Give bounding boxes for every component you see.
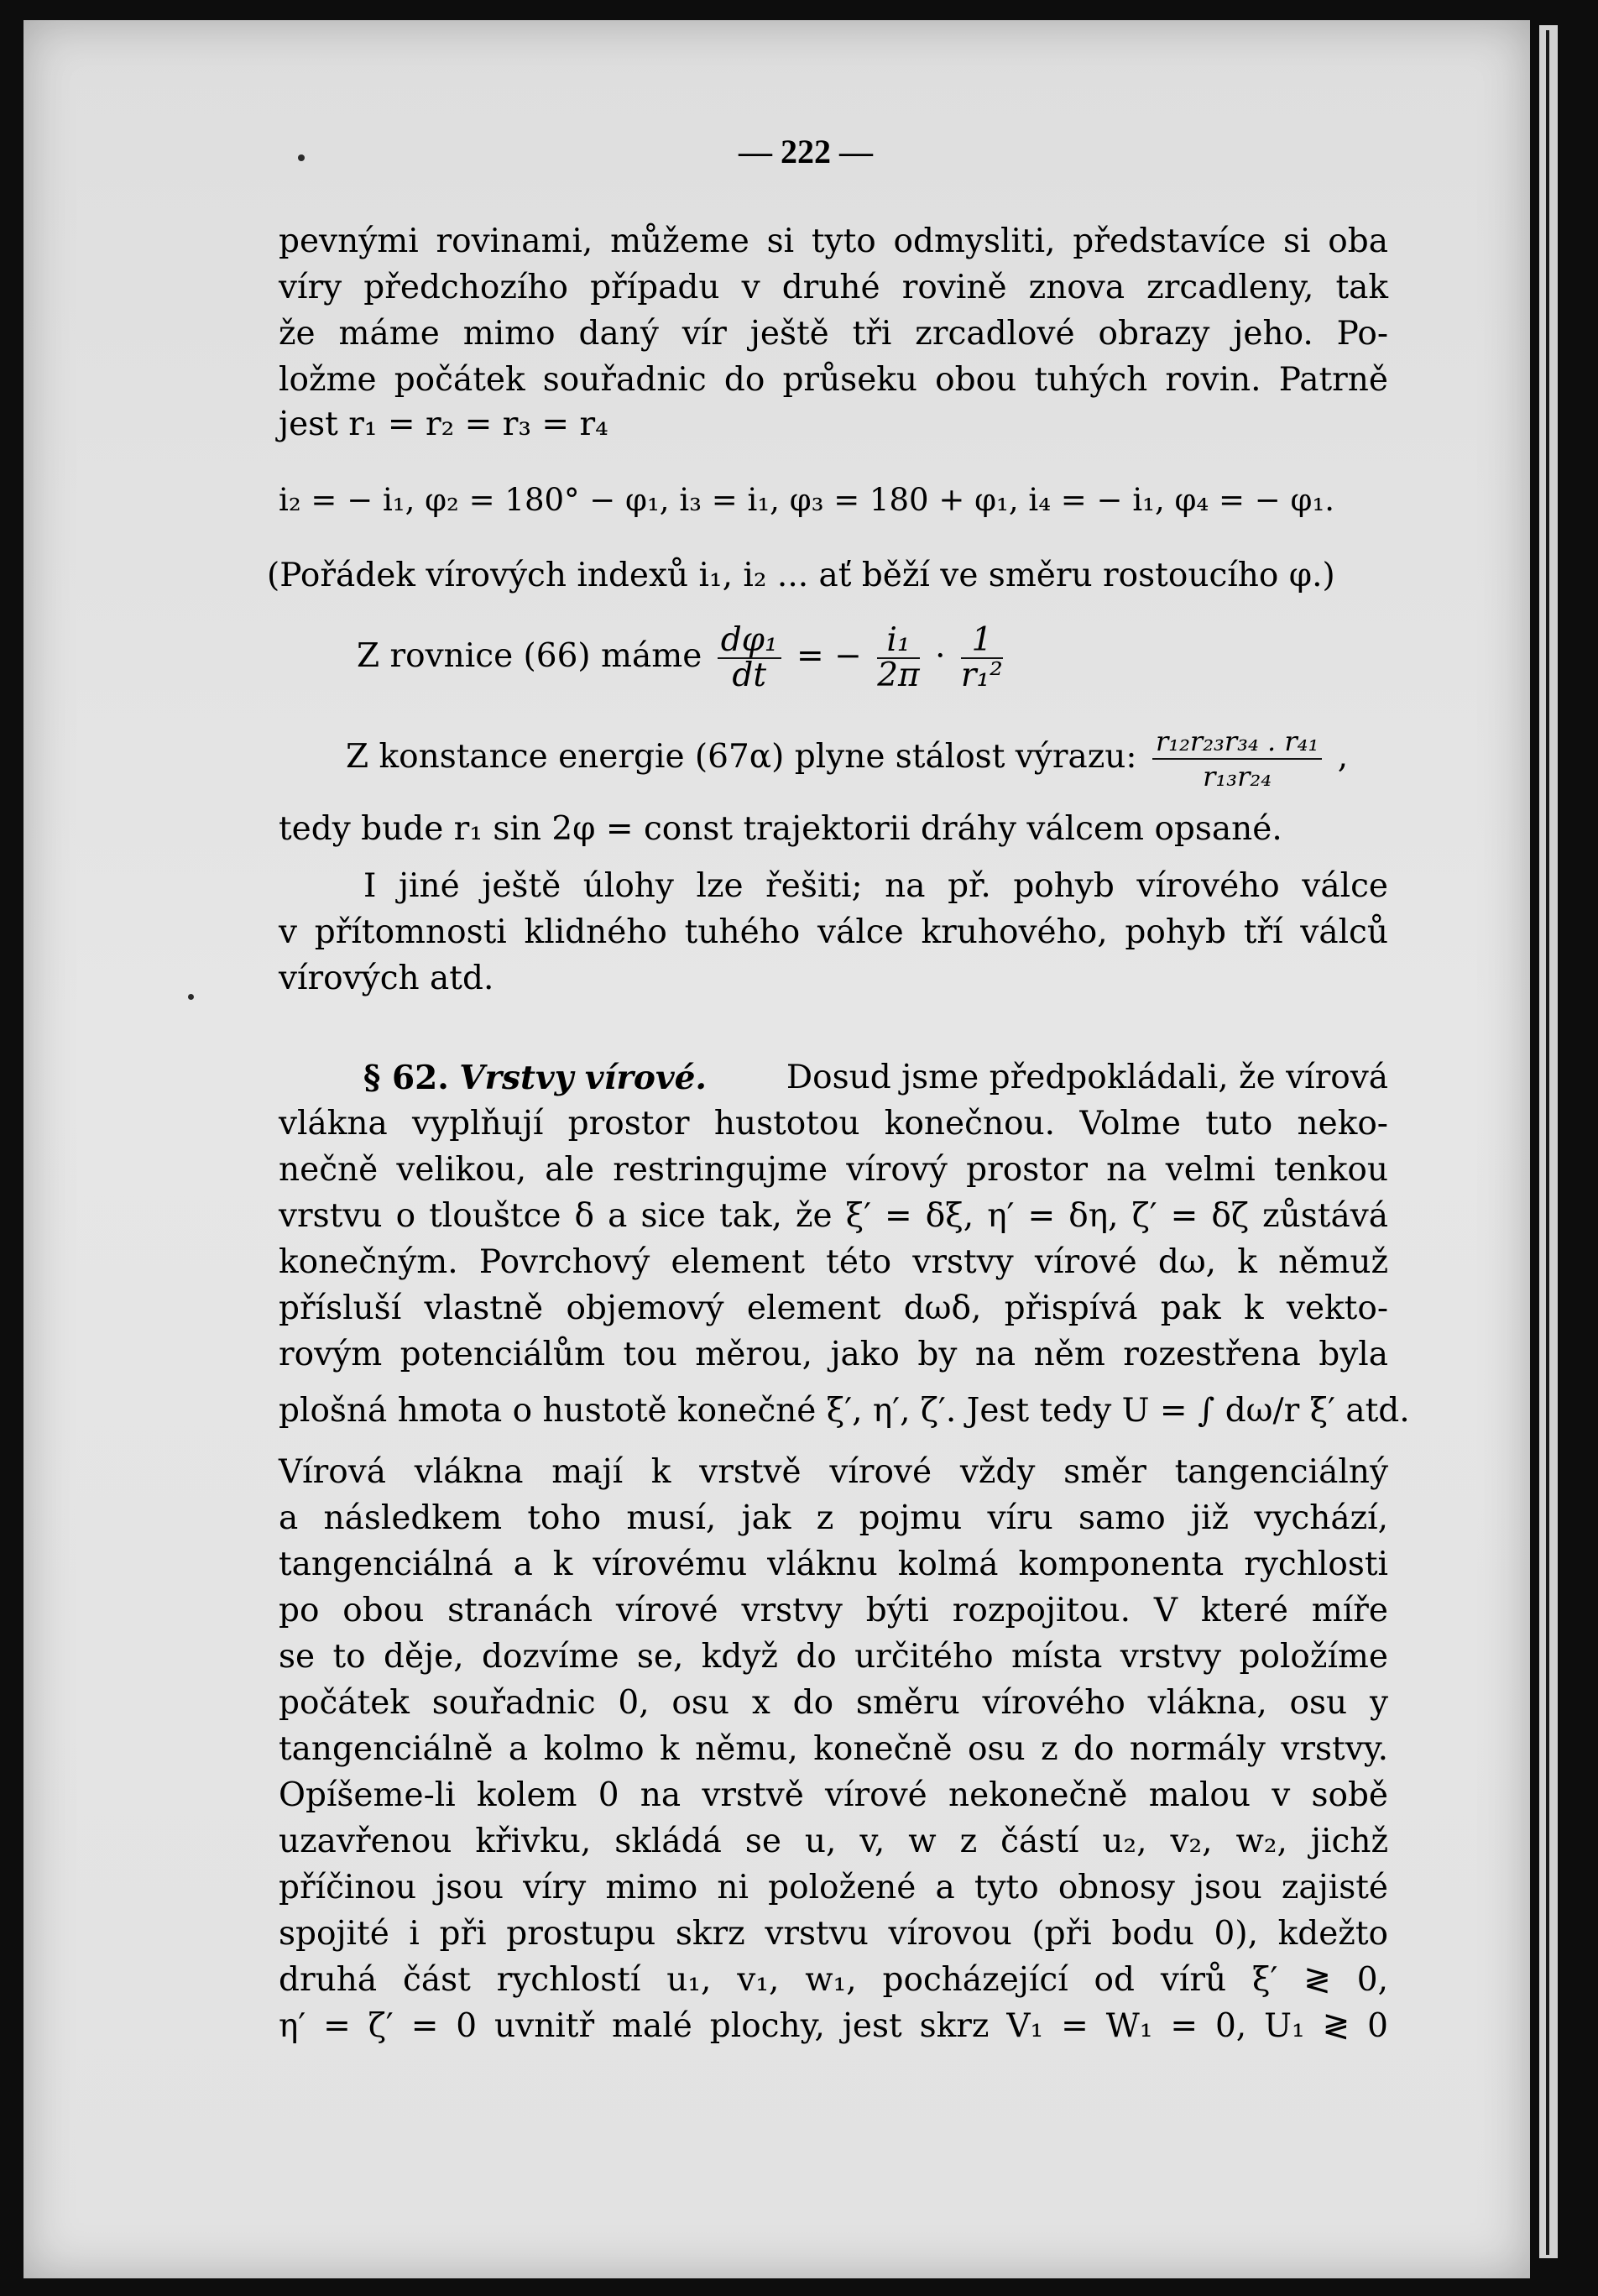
order-note: (Pořádek vírových indexů i₁, i₂ ... ať běží ve směru rostoucího φ.) (267, 557, 1335, 594)
paragraph3-line: počátek souřadnic 0, osu x do směru vírového vlákna, osu y (279, 1684, 1388, 1722)
paragraph2-line: v přítomnosti klidného tuhého válce kruhového, pohyb tří válců (279, 913, 1388, 951)
eq67-suffix: , (1337, 738, 1349, 776)
paragraph2-line: I jiné ještě úlohy lze řešiti; na př. pohyb vírového válce (363, 867, 1388, 905)
paragraph3-line: spojité i při prostupu skrz vrstvu vírovou (při bodu 0), kdežto (279, 1915, 1388, 1953)
paragraph3-line: a následkem toho musí, jak z pojmu víru samo již vychází, (279, 1499, 1388, 1537)
paragraph3-line: Vírová vlákna mají k vrstvě vírové vždy směr tangenciálný (279, 1453, 1388, 1491)
one-over-r-squared-fraction (960, 621, 1003, 694)
paragraph3-line: η′ = ζ′ = 0 uvnitř malé plochy, jest skrz V₁ = W₁ = 0, U₁ ≷ 0 (279, 2007, 1388, 2045)
eq66-lhs-num: dφ₁ (718, 624, 781, 659)
eq66-prefix: Z rovnice (66) máme (357, 637, 702, 675)
page-edge-line (1546, 30, 1549, 2255)
equation-66 (357, 623, 1008, 693)
equation-67 (346, 724, 1348, 793)
section-line: přísluší vlastně objemový element dωδ, přispívá pak k vekto- (279, 1289, 1388, 1327)
section-line: nečně velikou, ale restringujme vírový prostor na velmi tenkou (279, 1151, 1388, 1189)
paragraph3-line: Opíšeme-li kolem 0 na vrstvě vírové nekonečně malou v sobě (279, 1776, 1388, 1814)
paragraph1-line: ložme počátek souřadnic do průseku obou tuhých rovin. Patrně (279, 361, 1388, 399)
page-number: — 222 — (739, 133, 873, 170)
paragraph3-line: tangenciálně a kolmo k němu, konečně osu z do normály vrstvy. (279, 1730, 1388, 1768)
eq66-f2-num: 1 (961, 624, 1003, 659)
section-line: konečným. Povrchový element této vrstvy vírové dω, k němuž (279, 1243, 1388, 1281)
section-62-heading (363, 1056, 1388, 1101)
section-title: Vrstvy vírové. (459, 1059, 708, 1097)
paragraph1-line: pevnými rovinami, můžeme si tyto odmysliti, představíce si oba (279, 222, 1388, 260)
section-line: rovým potenciálům tou měrou, jako by na něm rozestřena byla (279, 1336, 1388, 1373)
paragraph2-line: vírových atd. (279, 960, 494, 997)
paragraph1-line: víry předchozího případu v druhé rovině znova zrcadleny, tak (279, 269, 1388, 306)
relations-line: i₂ = − i₁, φ₂ = 180° − φ₁, i₃ = i₁, φ₃ = 180 + φ₁, i₄ = − i₁, φ₄ = − φ₁. (279, 482, 1335, 518)
eq67-num: r₁₂r₂₃r₃₄ . r₄₁ (1152, 724, 1322, 760)
speck (188, 994, 194, 1000)
dot-operator: · (935, 637, 946, 675)
section-line: Dosud jsme předpokládali, že vírová (786, 1059, 1388, 1096)
paragraph3-line: uzavřenou křivku, skládá se u, v, w z částí u₂, v₂, w₂, jichž (279, 1823, 1388, 1860)
eq67-den: r₁₃r₂₄ (1203, 761, 1272, 792)
i-over-2pi-fraction (877, 621, 920, 694)
section-line: plošná hmota o hustotě konečné ξ′, η′, ζ′. Jest tedy U = ∫ dω/r ξ′ atd. (279, 1392, 1410, 1430)
paragraph3-line: tangenciálná a k vírovému vláknu kolmá komponenta rychlosti (279, 1545, 1388, 1583)
section-line: vlákna vyplňují prostor hustotou konečnou. Volme tuto neko- (279, 1105, 1388, 1143)
speck (298, 154, 305, 161)
eq67-prefix: Z konstance energie (67α) plyne stálost výrazu: (346, 738, 1137, 776)
eq66-rhs-sign: = − (796, 637, 862, 675)
dphi-dt-fraction (718, 621, 781, 694)
energy-ratio-fraction (1152, 724, 1322, 793)
section-line: vrstvu o tlouštce δ a sice tak, že ξ′ = δξ, η′ = δη, ζ′ = δζ zůstává (279, 1197, 1388, 1235)
tedy-line: tedy bude r₁ sin 2φ = const trajektorii dráhy válcem opsané. (279, 810, 1282, 848)
paragraph3-line: po obou stranách vírové vrstvy býti rozpojitou. V které míře (279, 1592, 1388, 1629)
paragraph3-line: druhá část rychlostí u₁, v₁, w₁, pocházející od vírů ξ′ ≷ 0, (279, 1961, 1388, 1999)
paragraph3-line: příčinou jsou víry mimo ni položené a tyto obnosy jsou zajisté (279, 1869, 1388, 1906)
eq66-f1-num: i₁ (877, 624, 919, 659)
eq66-f2-den: r₁² (960, 656, 1003, 694)
section-mark: § 62. (363, 1059, 449, 1097)
eq66-lhs-den: dt (732, 656, 766, 694)
jest-line: jest r₁ = r₂ = r₃ = r₄ (279, 405, 608, 443)
paragraph3-line: se to děje, dozvíme se, když do určitého místa vrstvy položíme (279, 1638, 1388, 1676)
eq66-f1-den: 2π (877, 656, 920, 694)
paragraph1-line: že máme mimo daný vír ještě tři zrcadlové obrazy jeho. Po- (279, 315, 1388, 353)
